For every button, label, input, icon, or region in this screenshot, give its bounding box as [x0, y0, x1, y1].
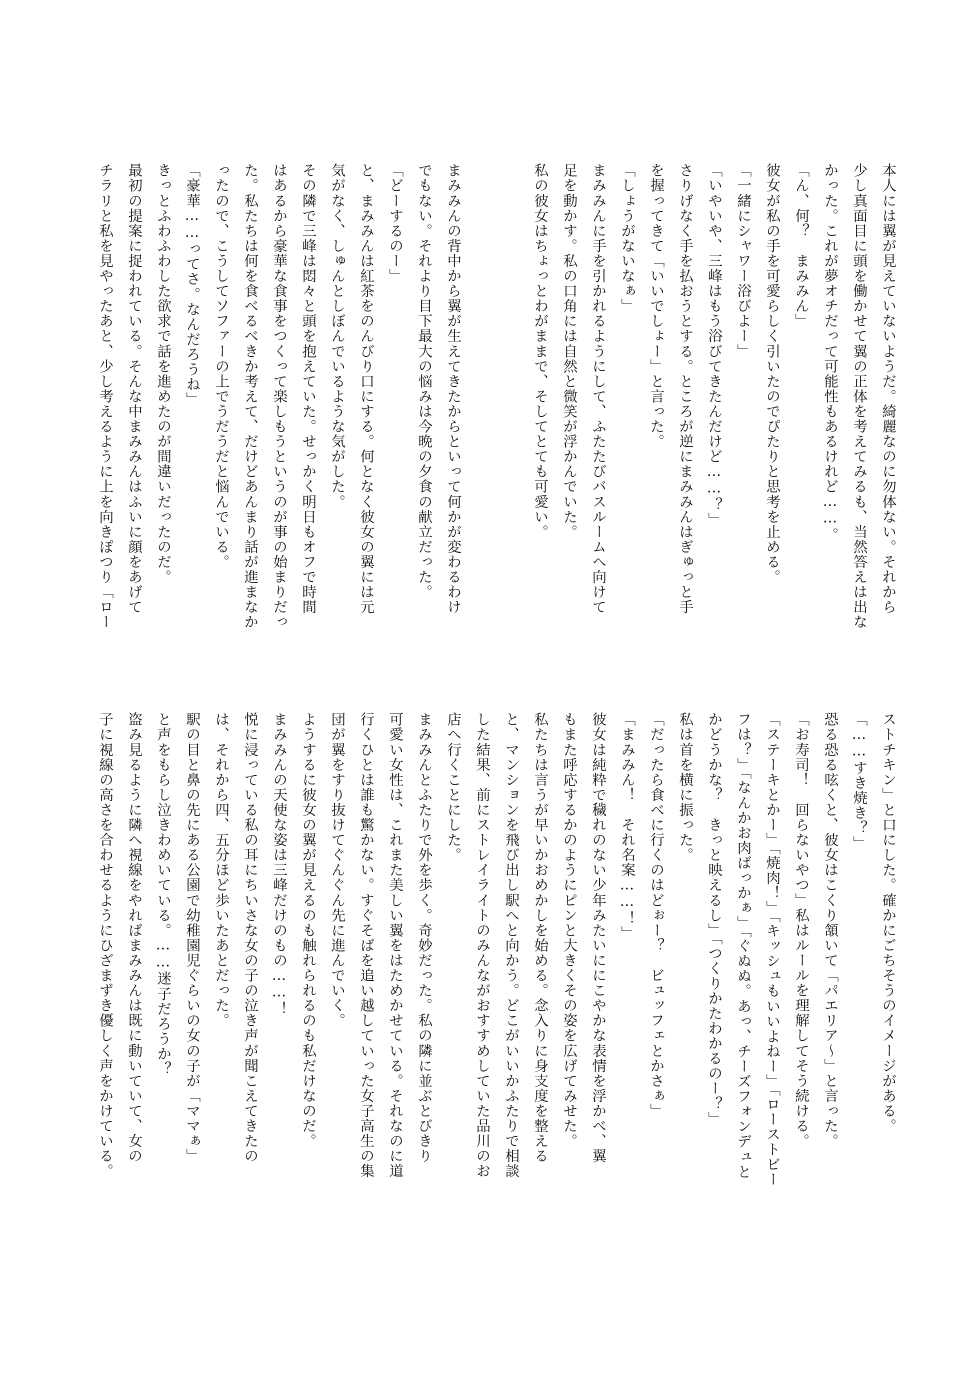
text-line: まみみんに手を引かれるようにして、ふたたびバスルームへ向けて — [590, 163, 606, 615]
text-line: まみみんとふたりで外を歩く。奇妙だった。私の隣に並ぶとびきり — [416, 712, 432, 1164]
text-line: 駅の目と鼻の先にある公園で幼稚園児ぐらいの女の子が「ママぁ」 — [184, 712, 200, 1164]
text-line: ったので、こうしてソファーの上でうだうだと悩んでいる。 — [213, 163, 229, 570]
text-line: 「一緒にシャワー浴びよー」 — [735, 163, 751, 359]
text-line: 私は首を横に振った。 — [677, 712, 693, 863]
text-line: はあるから豪華な食事をつくって楽しもうというのが事の始まりだっ — [271, 163, 287, 630]
lower-text-block — [90, 712, 902, 1252]
text-line: もまた呼応するかのようにピンと大きくその姿を広げてみせた。 — [561, 712, 577, 1149]
text-line: と、マンションを飛び出し駅へと向かう。どこがいいかふたりで相談 — [503, 712, 519, 1179]
text-line: でもない。それより目下最大の悩みは今晩の夕食の献立だった。 — [416, 163, 432, 600]
text-line: ストチキン」と口にした。確かにごちそうのイメージがある。 — [880, 712, 896, 1134]
text-line: 「まみみん！ それ名案……！」 — [619, 712, 635, 941]
text-line: 「ステーキとかー」「焼肉！」「キッシュもいいよねー」「ローストビー — [764, 712, 780, 1188]
text-line: 「……すき焼き？」 — [851, 712, 867, 851]
text-line: 「だったら食べに行くのはどぉー？ ビュッフェとかさぁ」 — [648, 712, 664, 1119]
text-line: を握ってきて「いいでしょー」と言った。 — [648, 163, 664, 449]
blank-line — [467, 163, 496, 703]
text-line: 気がなく、しゅんとしぼんでいるような気がした。 — [329, 163, 345, 510]
text-line: 「ん、何？ まみみん」 — [793, 163, 809, 329]
text-line: 恐る恐る呟くと、彼女はこくり頷いて「パエリア～」と言った。 — [822, 712, 838, 1149]
text-line: まみみんの背中から翼が生えてきたからといって何かが変わるわけ — [445, 163, 461, 615]
text-line: まみみんの天使な姿は三峰だけのもの……！ — [271, 712, 287, 1017]
text-line: その隣で三峰は悶々と頭を抱えていた。せっかく明日もオフで時間 — [300, 163, 316, 615]
text-line: ようするに彼女の翼が見えるのも触れられるのも私だけなのだ。 — [300, 712, 316, 1149]
text-line: 盗み見るように隣へ視線をやればまみみんは既に動いていて、女の — [126, 712, 142, 1164]
text-line: きっとふわふわした欲求で話を進めたのが間違いだったのだ。 — [155, 163, 171, 585]
text-line: と声をもらし泣きわめいている。……迷子だろうか？ — [155, 712, 171, 1077]
text-line: と、まみみんは紅茶をのんびり口にする。何となく彼女の翼には元 — [358, 163, 374, 615]
text-line: 「どーするのー」 — [387, 163, 403, 284]
text-line: 本人には翼が見えていないようだ。綺麗なのに勿体ない。それから — [880, 163, 896, 615]
text-line: た。私たちは何を食べるべきか考えて、だけどあんまり話が進まなか — [242, 163, 258, 630]
text-line: した結果、前にストレイライトのみんながおすすめしていた品川のお — [474, 712, 490, 1179]
text-line: 店へ行くことにした。 — [445, 712, 461, 863]
text-line: は、それから四、五分ほど歩いたあとだった。 — [213, 712, 229, 1029]
text-line: 最初の提案に捉われている。そんな中まみみんはふいに顔をあげて — [126, 163, 142, 615]
text-line: 少し真面目に頭を働かせて翼の正体を考えてみるも、当然答えは出な — [851, 163, 867, 630]
text-line: 私の彼女はちょっとわがままで、そしてとても可愛い。 — [532, 163, 548, 540]
text-line: かどうかな？ きっと映えるし」「つくりかたわかるのー？」 — [706, 712, 722, 1127]
text-line: かった。これが夢オチだって可能性もあるけれど……。 — [822, 163, 838, 543]
text-line: 彼女が私の手を可愛らしく引いたのでぴたりと思考を止める。 — [764, 163, 780, 585]
text-line: 子に視線の高さを合わせるようにひざまずき優しく声をかけている。 — [97, 712, 113, 1179]
upper-text-block — [90, 163, 902, 703]
text-line: 「しょうがないなぁ」 — [619, 163, 635, 314]
text-line: チラリと私を見やったあと、少し考えるように上を向きぽつり「ロー — [97, 163, 113, 630]
text-line: 悦に浸っている私の耳にちいさな女の子の泣き声が聞こえてきたの — [242, 712, 258, 1164]
text-line: 足を動かす。私の口角には自然と微笑が浮かんでいた。 — [561, 163, 577, 540]
text-line: 「豪華……ってさ。なんだろうね」 — [184, 163, 200, 407]
text-line: 彼女は純粋で穢れのない少年みたいににこやかな表情を浮かべ、翼 — [590, 712, 606, 1164]
text-line: 私たちは言うが早いかおめかしを始める。念入りに身支度を整える — [532, 712, 548, 1164]
text-line: さりげなく手を払おうとする。ところが逆にまみみんはぎゅっと手 — [677, 163, 693, 615]
text-line: フは？」「なんかお肉ばっかぁ」「ぐぬぬ。あっ、チーズフォンデュと — [735, 712, 751, 1180]
text-line: 「いやいや、三峰はもう浴びてきたんだけど……？」 — [706, 163, 722, 528]
text-line: 団が翼をすり抜けてぐんぐん先に進んでいく。 — [329, 712, 345, 1029]
text-line: 可愛い女性は、これまた美しい翼をはためかせている。それなのに道 — [387, 712, 403, 1179]
text-line: 行くひとは誰も驚かない。すぐそばを追い越していった女子高生の集 — [358, 712, 374, 1179]
blank-line — [496, 163, 525, 703]
text-line: 「お寿司！ 回らないやつ」私はルールを理解してそう続ける。 — [793, 712, 809, 1149]
